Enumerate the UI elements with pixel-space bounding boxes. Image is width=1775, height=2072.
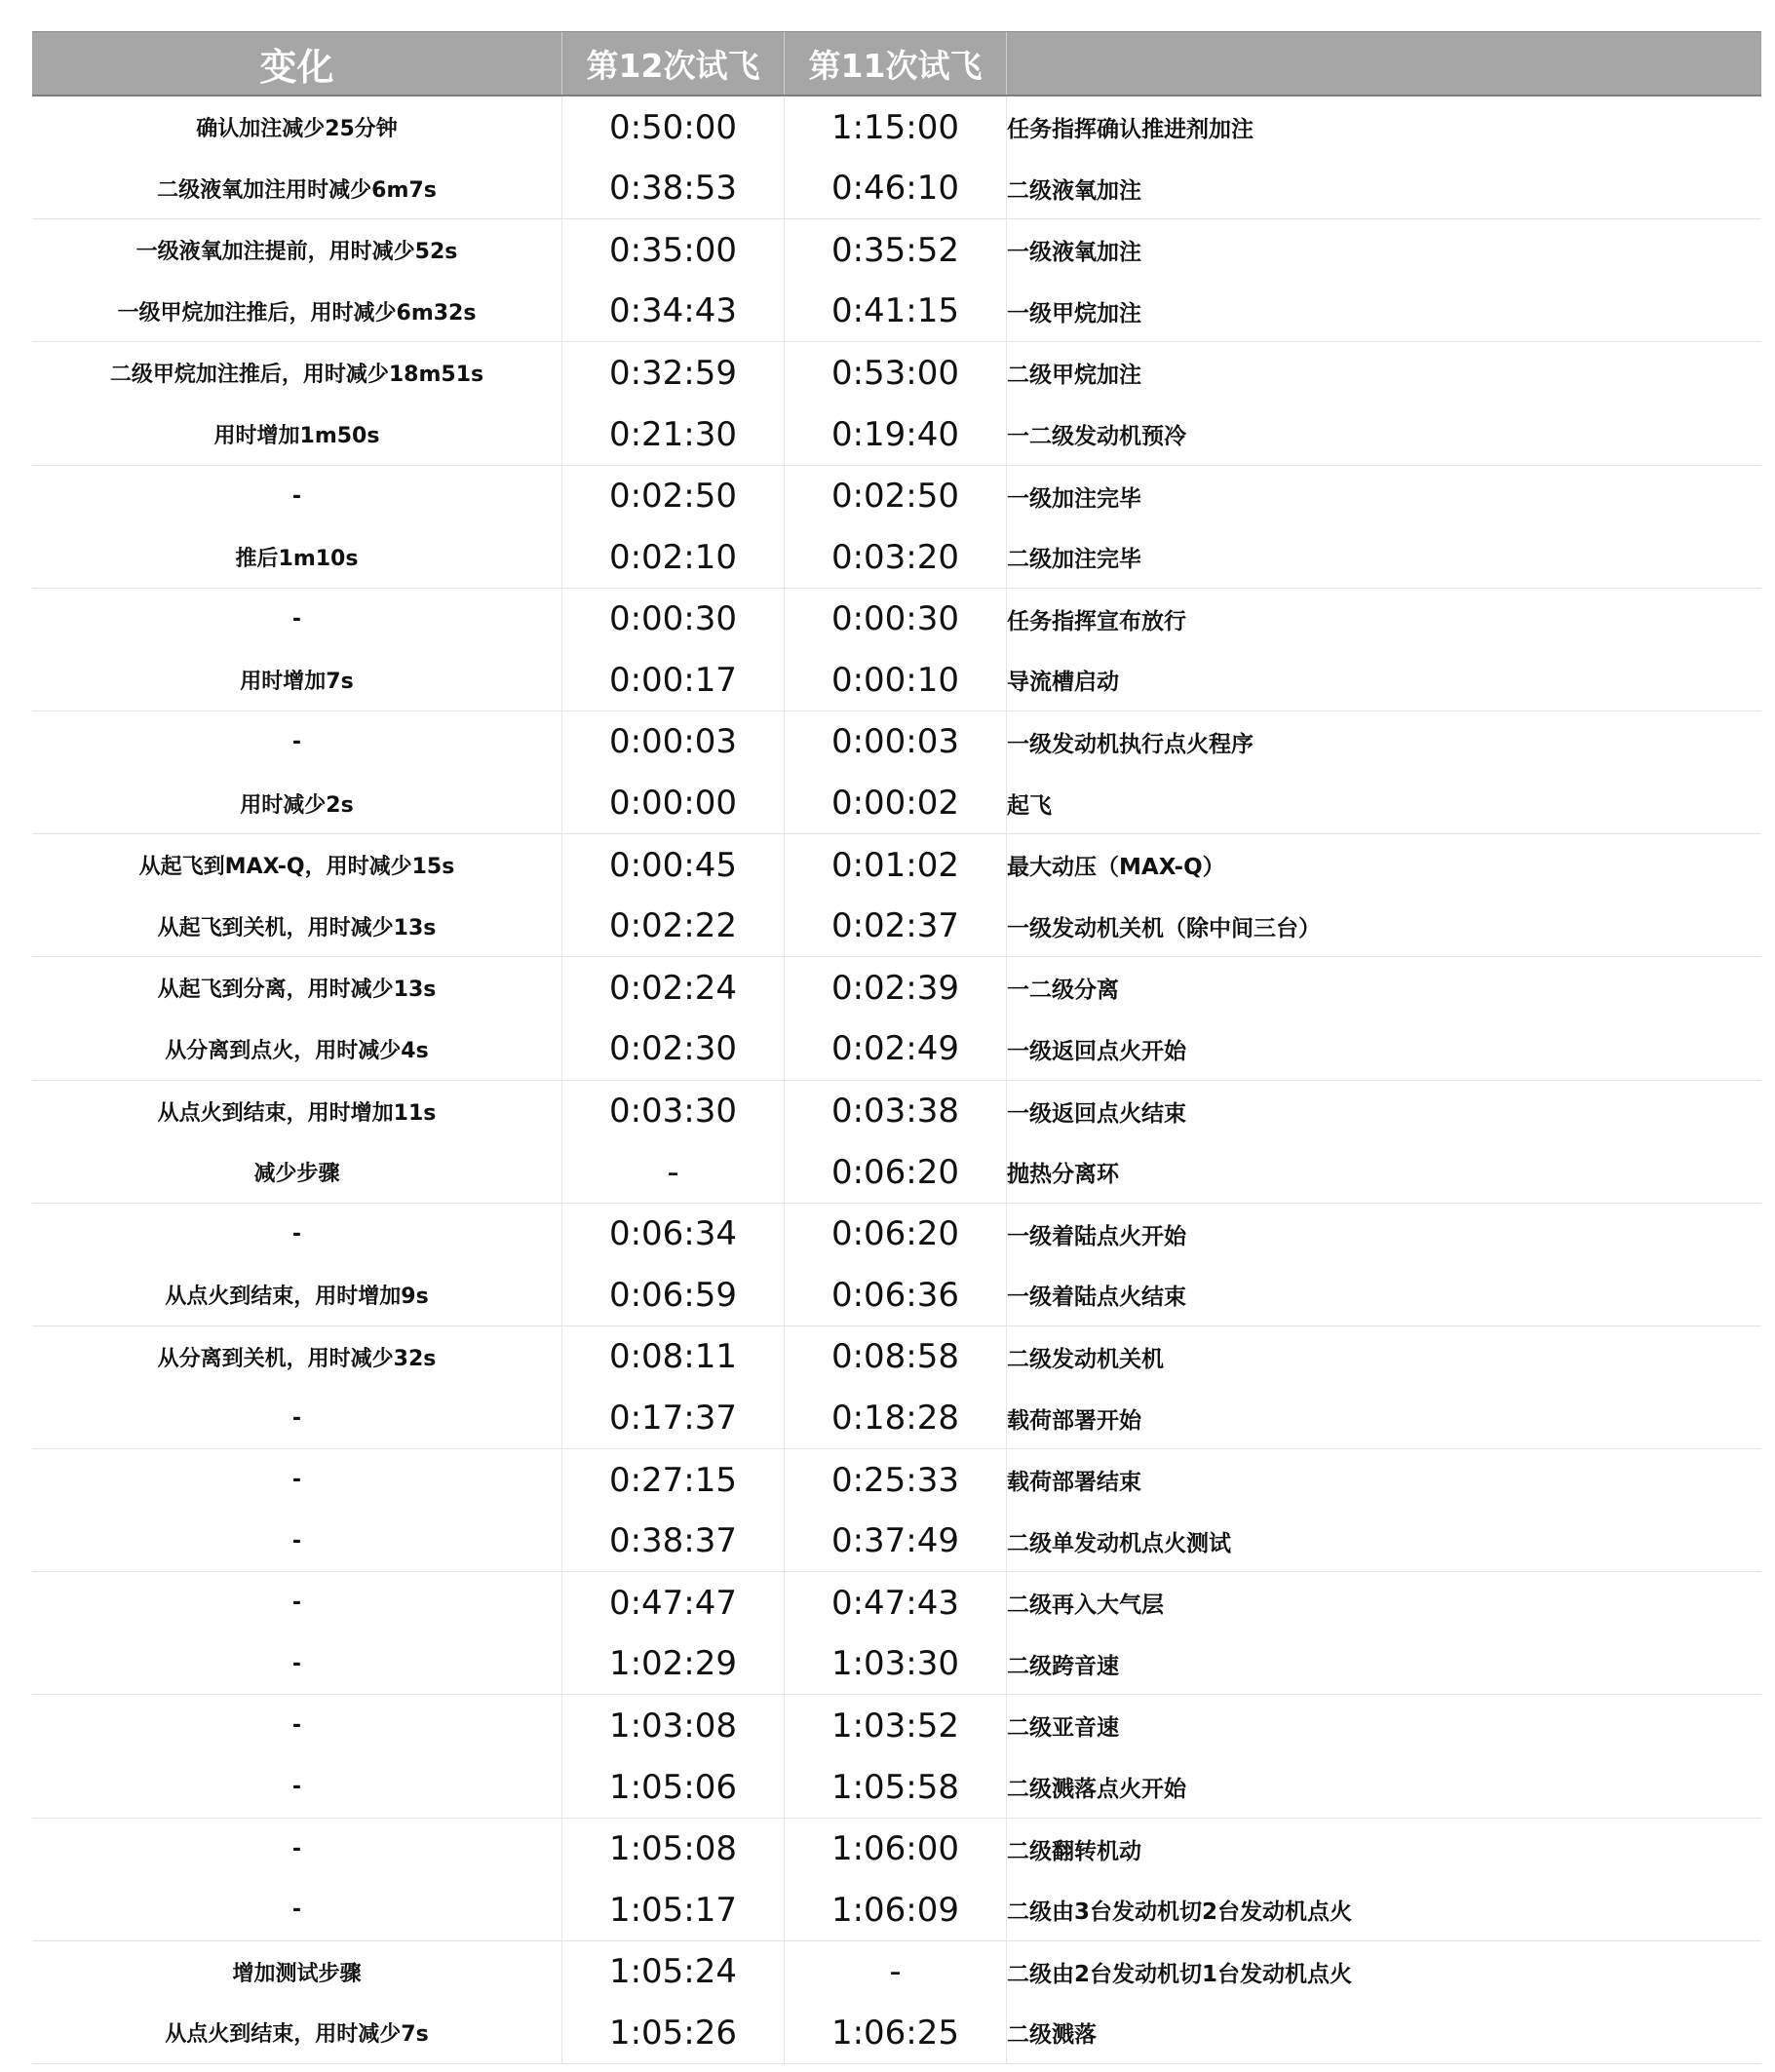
- event-cell: 二级翻转机动: [1007, 1838, 1141, 1864]
- table-row: [32, 896, 1761, 957]
- flight-11-time-cell: 1:15:00: [785, 96, 1007, 158]
- flight-12-time-cell: 1:05:06: [562, 1757, 785, 1818]
- table-row: [32, 1633, 1761, 1695]
- flight-11-time-cell: 0:19:40: [785, 403, 1007, 464]
- event-cell: 载荷部署开始: [1007, 1407, 1141, 1434]
- event-cell: 二级溅落点火开始: [1007, 1777, 1186, 1803]
- event-cell: 二级发动机关机: [1007, 1346, 1164, 1372]
- event-cell: 一级返回点火结束: [1007, 1100, 1186, 1127]
- event-cell: 二级甲烷加注: [1007, 363, 1141, 389]
- flight-11-time-cell: 0:06:36: [785, 1265, 1007, 1325]
- table-row: [32, 281, 1761, 342]
- table-row: [32, 589, 1761, 650]
- flight-11-time-cell: 1:03:52: [785, 1695, 1007, 1756]
- flight-12-time-cell: 0:02:30: [562, 1018, 785, 1079]
- flight-12-time-cell: 0:08:11: [562, 1326, 785, 1388]
- flight-11-time-cell: 1:06:25: [785, 2003, 1007, 2063]
- table-row: [32, 158, 1761, 219]
- flight-12-time-cell: 0:00:30: [562, 589, 785, 650]
- change-cell: -: [32, 1449, 562, 1511]
- change-cell: -: [32, 1757, 562, 1818]
- flight-11-time-cell: 1:06:00: [785, 1819, 1007, 1880]
- event-cell: 二级溅落: [1007, 2022, 1097, 2049]
- flight-11-time-cell: -: [785, 1941, 1007, 2003]
- header-flight-12: 第12次试飞: [562, 32, 785, 95]
- flight-12-time-cell: 0:03:30: [562, 1081, 785, 1142]
- flight-11-time-cell: 1:03:30: [785, 1633, 1007, 1694]
- table-row: [32, 527, 1761, 589]
- flight-11-time-cell: 0:01:02: [785, 834, 1007, 896]
- flight-12-time-cell: 1:03:08: [562, 1695, 785, 1756]
- change-cell: 从起飞到关机，用时减少13s: [32, 896, 562, 956]
- flight-12-time-cell: 0:02:24: [562, 957, 785, 1018]
- flight-11-time-cell: 0:02:50: [785, 466, 1007, 527]
- header-change: 变化: [32, 32, 562, 95]
- event-cell: 二级单发动机点火测试: [1007, 1530, 1231, 1556]
- table-row: [32, 1142, 1761, 1204]
- change-cell: -: [32, 589, 562, 650]
- table-row: [32, 403, 1761, 465]
- event-cell: 任务指挥确认推进剂加注: [1007, 117, 1254, 143]
- flight-11-time-cell: 1:05:58: [785, 1757, 1007, 1818]
- flight-11-time-cell: 0:02:37: [785, 896, 1007, 956]
- change-cell: -: [32, 711, 562, 773]
- flight-11-time-cell: 0:06:20: [785, 1142, 1007, 1203]
- event-cell: 二级亚音速: [1007, 1715, 1119, 1742]
- table-row: [32, 957, 1761, 1018]
- change-cell: 减少步骤: [32, 1142, 562, 1203]
- flight-12-time-cell: 0:17:37: [562, 1388, 785, 1448]
- event-cell: 抛热分离环: [1007, 1162, 1119, 1188]
- table-row: [32, 834, 1761, 896]
- table-row: [32, 773, 1761, 834]
- change-cell: 增加测试步骤: [32, 1941, 562, 2003]
- change-cell: -: [32, 1695, 562, 1756]
- flight-11-time-cell: 0:00:10: [785, 650, 1007, 710]
- table-row: [32, 1819, 1761, 1880]
- change-cell: 从点火到结束，用时增加11s: [32, 1081, 562, 1142]
- table-row: [32, 1757, 1761, 1819]
- event-cell: 一二级发动机预冷: [1007, 424, 1186, 450]
- flight-12-time-cell: 0:06:59: [562, 1265, 785, 1325]
- event-cell: 一级液氧加注: [1007, 240, 1141, 266]
- event-cell: 二级再入大气层: [1007, 1592, 1164, 1619]
- event-cell: 一级着陆点火结束: [1007, 1285, 1186, 1311]
- change-cell: -: [32, 1204, 562, 1265]
- table-row: [32, 1511, 1761, 1572]
- event-cell: 一级甲烷加注: [1007, 300, 1141, 326]
- flight-12-time-cell: 0:00:45: [562, 834, 785, 896]
- change-cell: 一级液氧加注提前，用时减少52s: [32, 219, 562, 281]
- change-cell: 从点火到结束，用时减少7s: [32, 2003, 562, 2063]
- event-cell: 最大动压（MAX-Q）: [1007, 855, 1225, 881]
- flight-11-time-cell: 0:00:30: [785, 589, 1007, 650]
- flight-12-time-cell: 0:27:15: [562, 1449, 785, 1511]
- change-cell: 从起飞到分离，用时减少13s: [32, 957, 562, 1018]
- change-cell: 从分离到点火，用时减少4s: [32, 1018, 562, 1079]
- change-cell: 用时增加1m50s: [32, 403, 562, 464]
- flight-12-time-cell: 1:05:24: [562, 1941, 785, 2003]
- flight-12-time-cell: 0:06:34: [562, 1204, 785, 1265]
- table-row: [32, 1081, 1761, 1142]
- table-row: [32, 711, 1761, 773]
- table-row: [32, 1880, 1761, 1941]
- change-cell: -: [32, 1388, 562, 1448]
- table-body: [32, 96, 1761, 2064]
- flight-12-time-cell: 0:21:30: [562, 403, 785, 464]
- table-row: [32, 1388, 1761, 1449]
- flight-11-time-cell: 0:53:00: [785, 342, 1007, 403]
- event-cell: 一级发动机关机（除中间三台）: [1007, 915, 1321, 941]
- change-cell: -: [32, 1511, 562, 1571]
- change-cell: 确认加注减少25分钟: [32, 96, 562, 158]
- flight-11-time-cell: 0:41:15: [785, 281, 1007, 341]
- table-row: [32, 1204, 1761, 1265]
- event-cell: 二级由3台发动机切2台发动机点火: [1007, 1899, 1353, 1926]
- flight-12-time-cell: 0:00:17: [562, 650, 785, 710]
- flight-11-time-cell: 0:18:28: [785, 1388, 1007, 1448]
- change-cell: -: [32, 1572, 562, 1633]
- change-cell: -: [32, 1633, 562, 1694]
- flight-12-time-cell: 0:32:59: [562, 342, 785, 403]
- flight-11-time-cell: 0:00:02: [785, 773, 1007, 833]
- event-cell: 二级由2台发动机切1台发动机点火: [1007, 1961, 1353, 1987]
- event-cell: 导流槽启动: [1007, 670, 1119, 696]
- event-cell: 起飞: [1007, 792, 1052, 819]
- flight-11-time-cell: 1:06:09: [785, 1880, 1007, 1940]
- flight-12-time-cell: 0:02:22: [562, 896, 785, 956]
- flight-12-time-cell: 0:38:37: [562, 1511, 785, 1571]
- flight-12-time-cell: 1:05:17: [562, 1880, 785, 1940]
- change-cell: 从分离到关机，用时减少32s: [32, 1326, 562, 1388]
- flight-12-time-cell: 1:05:26: [562, 2003, 785, 2063]
- flight-12-time-cell: 0:02:50: [562, 466, 785, 527]
- flight-11-time-cell: 0:47:43: [785, 1572, 1007, 1633]
- flight-12-time-cell: 0:47:47: [562, 1572, 785, 1633]
- table-header: [32, 31, 1761, 96]
- flight-11-time-cell: 0:03:38: [785, 1081, 1007, 1142]
- event-cell: 一级返回点火开始: [1007, 1038, 1186, 1064]
- flight-12-time-cell: 0:02:10: [562, 527, 785, 588]
- flight-11-time-cell: 0:02:39: [785, 957, 1007, 1018]
- flight-11-time-cell: 0:25:33: [785, 1449, 1007, 1511]
- table-row: [32, 219, 1761, 281]
- event-cell: 一级加注完毕: [1007, 485, 1141, 512]
- table-row: [32, 1265, 1761, 1326]
- event-cell: 载荷部署结束: [1007, 1470, 1141, 1496]
- change-cell: -: [32, 1880, 562, 1940]
- table-row: [32, 1326, 1761, 1388]
- change-cell: -: [32, 1819, 562, 1880]
- change-cell: -: [32, 466, 562, 527]
- flight-11-time-cell: 0:02:49: [785, 1018, 1007, 1079]
- change-cell: 二级液氧加注用时减少6m7s: [32, 158, 562, 218]
- event-cell: 二级跨音速: [1007, 1653, 1119, 1679]
- change-cell: 从点火到结束，用时增加9s: [32, 1265, 562, 1325]
- event-cell: 一级发动机执行点火程序: [1007, 731, 1254, 757]
- table-row: [32, 96, 1761, 158]
- change-cell: 用时增加7s: [32, 650, 562, 710]
- event-cell: 二级液氧加注: [1007, 177, 1141, 204]
- flight-12-time-cell: 0:00:03: [562, 711, 785, 773]
- change-cell: 从起飞到MAX-Q，用时减少15s: [32, 834, 562, 896]
- flight-12-time-cell: 0:35:00: [562, 219, 785, 281]
- change-cell: 推后1m10s: [32, 527, 562, 588]
- flight-12-time-cell: 0:50:00: [562, 96, 785, 158]
- flight-11-time-cell: 0:37:49: [785, 1511, 1007, 1571]
- event-cell: 二级加注完毕: [1007, 547, 1141, 573]
- flight-12-time-cell: 0:00:00: [562, 773, 785, 833]
- flight-12-time-cell: 1:05:08: [562, 1819, 785, 1880]
- table-row: [32, 1449, 1761, 1511]
- flight-12-time-cell: 1:02:29: [562, 1633, 785, 1694]
- table-row: [32, 2003, 1761, 2064]
- flight-11-time-cell: 0:06:20: [785, 1204, 1007, 1265]
- flight-11-time-cell: 0:08:58: [785, 1326, 1007, 1388]
- table-row: [32, 1018, 1761, 1080]
- change-cell: 用时减少2s: [32, 773, 562, 833]
- header-event: [1007, 32, 1761, 95]
- flight-11-time-cell: 0:03:20: [785, 527, 1007, 588]
- table-row: [32, 1695, 1761, 1756]
- event-cell: 一二级分离: [1007, 978, 1119, 1004]
- flight-12-time-cell: 0:38:53: [562, 158, 785, 218]
- change-cell: 二级甲烷加注推后，用时减少18m51s: [32, 342, 562, 403]
- change-cell: 一级甲烷加注推后，用时减少6m32s: [32, 281, 562, 341]
- table-row: [32, 1941, 1761, 2003]
- header-flight-11: 第11次试飞: [785, 32, 1007, 95]
- flight-11-time-cell: 0:00:03: [785, 711, 1007, 773]
- flight-12-time-cell: -: [562, 1142, 785, 1203]
- timeline-comparison-table: [32, 31, 1761, 2064]
- table-row: [32, 342, 1761, 403]
- event-cell: 一级着陆点火开始: [1007, 1223, 1186, 1249]
- table-row: [32, 466, 1761, 527]
- table-row: [32, 650, 1761, 711]
- event-cell: 任务指挥宣布放行: [1007, 608, 1186, 634]
- flight-11-time-cell: 0:46:10: [785, 158, 1007, 218]
- flight-11-time-cell: 0:35:52: [785, 219, 1007, 281]
- flight-12-time-cell: 0:34:43: [562, 281, 785, 341]
- table-row: [32, 1572, 1761, 1633]
